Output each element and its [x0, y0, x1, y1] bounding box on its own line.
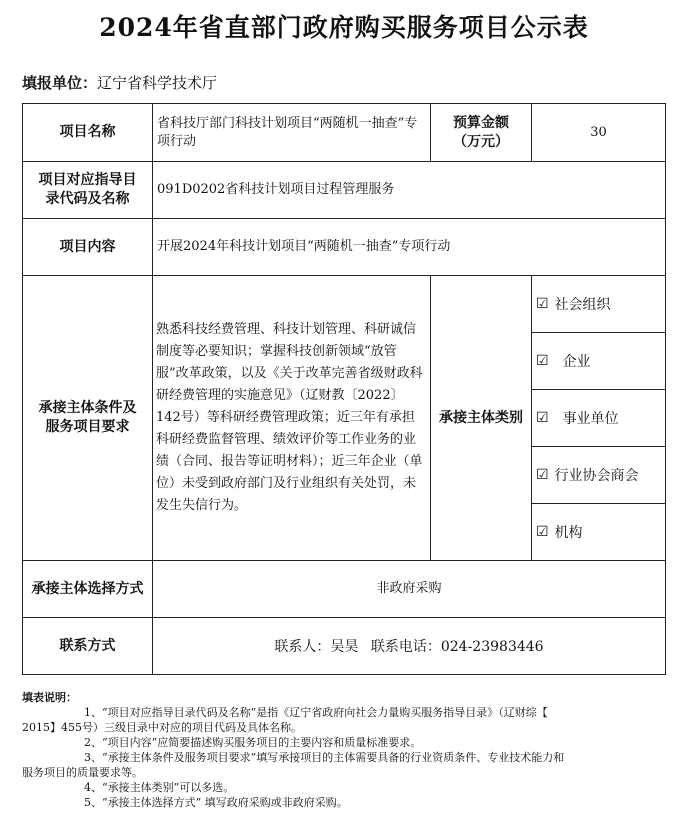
- page-title: 2024年省直部门政府购买服务项目公示表: [99, 13, 589, 42]
- checkbox-checked-icon[interactable]: ☑: [536, 410, 549, 426]
- catalog-value: 091D0202省科技计划项目过程管理服务: [153, 162, 666, 219]
- instruction-5: 5、“承接主体选择方式” 填写政府采购或非政府采购。: [84, 796, 348, 809]
- catalog-label: [23, 162, 153, 219]
- checkbox-checked-icon[interactable]: ☑: [536, 296, 549, 312]
- requirements-value: 熟悉科技经费管理、科技计划管理、科研诚信制度等必要知识；掌握科技创新领域“放管服”改革政策，以及《关于改革完善省级财政科研经费管理的实施意见》（辽财教〔2022〕142号）等科研经费管理政策；近三年有承担科研经费监督管理、绩效评价等工作业务的业绩（合同、报告等证明材料）；近三年企业（单位）未受到政府部门及行业组织有关处罚，未发生失信行为。: [153, 276, 431, 561]
- row-project-name: [23, 104, 666, 162]
- instruction-3a: 3、“承接主体条件及服务项目要求”填写承接项目的主体需要具备的行业资质条件、专业技术能力和: [84, 751, 565, 764]
- checkbox-checked-icon[interactable]: ☑: [536, 524, 549, 540]
- entity-type-option-label: 事业单位: [562, 411, 619, 427]
- budget-label-line1: 预算金额: [453, 114, 509, 131]
- reporting-unit-value: 辽宁省科学技术厅: [97, 74, 218, 92]
- budget-value: 30: [532, 104, 666, 162]
- entity-type-options: [532, 276, 666, 561]
- project-name-value: 省科技厅部门科技计划项目“两随机一抽查”专项行动: [153, 104, 431, 162]
- reporting-unit-label: 填报单位：: [22, 74, 98, 92]
- row-contact: [23, 618, 666, 675]
- instruction-2: 2、“项目内容”应简要描述购买服务项目的主要内容和质量标准要求。: [84, 736, 422, 749]
- entity-type-option[interactable]: [532, 276, 665, 333]
- checkbox-checked-icon[interactable]: ☑: [536, 467, 549, 483]
- contact-value: [153, 618, 666, 675]
- project-table: [22, 103, 666, 675]
- selection-value: 非政府采购: [153, 561, 666, 618]
- row-catalog: [23, 162, 666, 219]
- budget-label: [431, 104, 532, 162]
- instruction-4: 4、“承接主体类别”可以多选。: [84, 781, 235, 794]
- entity-type-option-label: 社会组织: [554, 297, 611, 313]
- entity-type-option[interactable]: [532, 333, 665, 390]
- project-name-label: 项目名称: [23, 104, 153, 162]
- content-value: 开展2024年科技计划项目“两随机一抽查”专项行动: [153, 219, 666, 276]
- instruction-1b: 2015】455号）三级目录中对应的项目代码及具体名称。: [22, 721, 302, 734]
- selection-label: 承接主体选择方式: [23, 561, 153, 618]
- instruction-1a: 1、“项目对应指导目录代码及名称”是指《辽宁省政府向社会力量购买服务指导目录》（辽财综【: [84, 706, 548, 719]
- instructions-title: 填表说明：: [22, 691, 77, 704]
- requirements-label-line2: 服务项目要求: [45, 419, 130, 435]
- entity-type-label: 承接主体类别: [431, 276, 532, 561]
- entity-type-option[interactable]: [532, 447, 665, 504]
- checkbox-checked-icon[interactable]: ☑: [536, 353, 549, 369]
- contact-phone: 联系电话：024-23983446: [370, 639, 544, 655]
- reporting-unit: [22, 72, 217, 93]
- entity-type-option-label: 机构: [554, 525, 583, 541]
- entity-type-option[interactable]: [532, 390, 665, 447]
- budget-label-line2: （万元）: [453, 133, 509, 150]
- row-content: [23, 219, 666, 276]
- row-selection: [23, 561, 666, 618]
- instruction-3b: 服务项目的质量要求等。: [22, 766, 143, 779]
- requirements-label-line1: 承接主体条件及: [38, 400, 137, 416]
- entity-type-option-label: 企业: [562, 354, 591, 370]
- entity-type-option-label: 行业协会商会: [554, 468, 639, 484]
- catalog-label-line2: 录代码及名称: [45, 191, 130, 207]
- content-label: 项目内容: [23, 219, 153, 276]
- catalog-label-line1: 项目对应指导目: [38, 172, 137, 188]
- contact-label: 联系方式: [23, 618, 153, 675]
- requirements-label: [23, 276, 153, 561]
- contact-person: 联系人：吴昊: [274, 639, 359, 655]
- row-requirements: [23, 276, 666, 561]
- entity-type-option[interactable]: [532, 504, 665, 560]
- instructions: [22, 690, 664, 810]
